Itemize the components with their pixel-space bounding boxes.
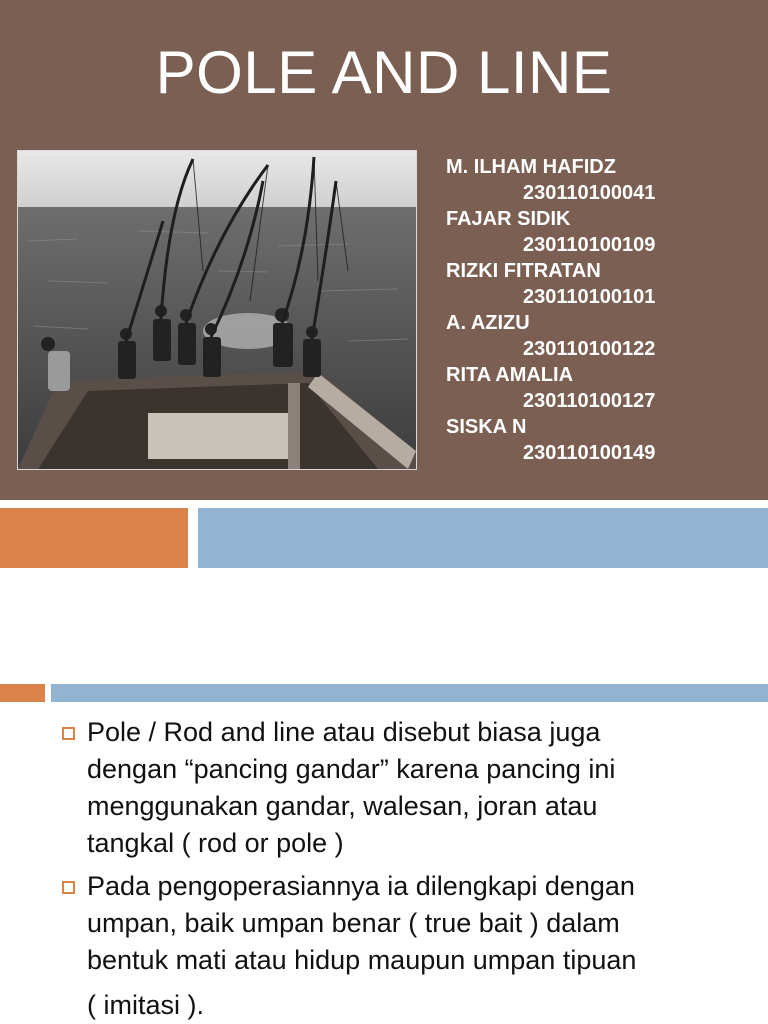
member-id: 230110100127 [523,390,656,412]
member-name: SISKA N [446,416,527,438]
bullet-item [62,714,742,862]
square-bullet-icon [62,727,75,740]
bullet-line: umpan, baik umpan benar ( true bait ) dalam [87,908,620,938]
bullet-item [62,868,742,1024]
bullet-line: Pole / Rod and line atau disebut biasa juga [87,717,601,747]
member-id: 230110100122 [523,338,656,360]
member-id: 230110100101 [523,286,656,308]
bullet-line: bentuk mati atau hidup maupun umpan tipuan [87,945,637,975]
group-members-list [446,154,655,466]
accent-bar-blue [198,508,768,568]
member-name: A. AZIZU [446,312,530,334]
member-id: 230110100109 [523,234,656,256]
bullet-line: dengan “pancing gandar” karena pancing ini [87,754,616,784]
bullet-line: ( imitasi ). [87,990,204,1020]
slide-title: POLE AND LINE [155,39,613,106]
header-bar-blue [51,684,768,702]
member-id: 230110100041 [523,182,656,204]
member-name: M. ILHAM HAFIDZ [446,156,616,178]
fishing-photo-graphic [18,151,416,469]
accent-bar-orange [0,508,188,568]
member-name: RITA AMALIA [446,364,574,386]
bullet-line: tangkal ( rod or pole ) [87,828,344,858]
bullet-line: menggunakan gandar, walesan, joran atau [87,791,598,821]
bullet-list [62,714,742,1024]
bullet-line: Pada pengoperasiannya ia dilengkapi dengan [87,871,635,901]
header-bar-orange [0,684,45,702]
member-id: 230110100149 [523,442,656,464]
member-name: RIZKI FITRATAN [446,260,601,282]
square-bullet-icon [62,881,75,894]
title-slide-panel [0,0,768,500]
member-name: FAJAR SIDIK [446,208,571,230]
fishing-boat-photo [17,150,417,470]
